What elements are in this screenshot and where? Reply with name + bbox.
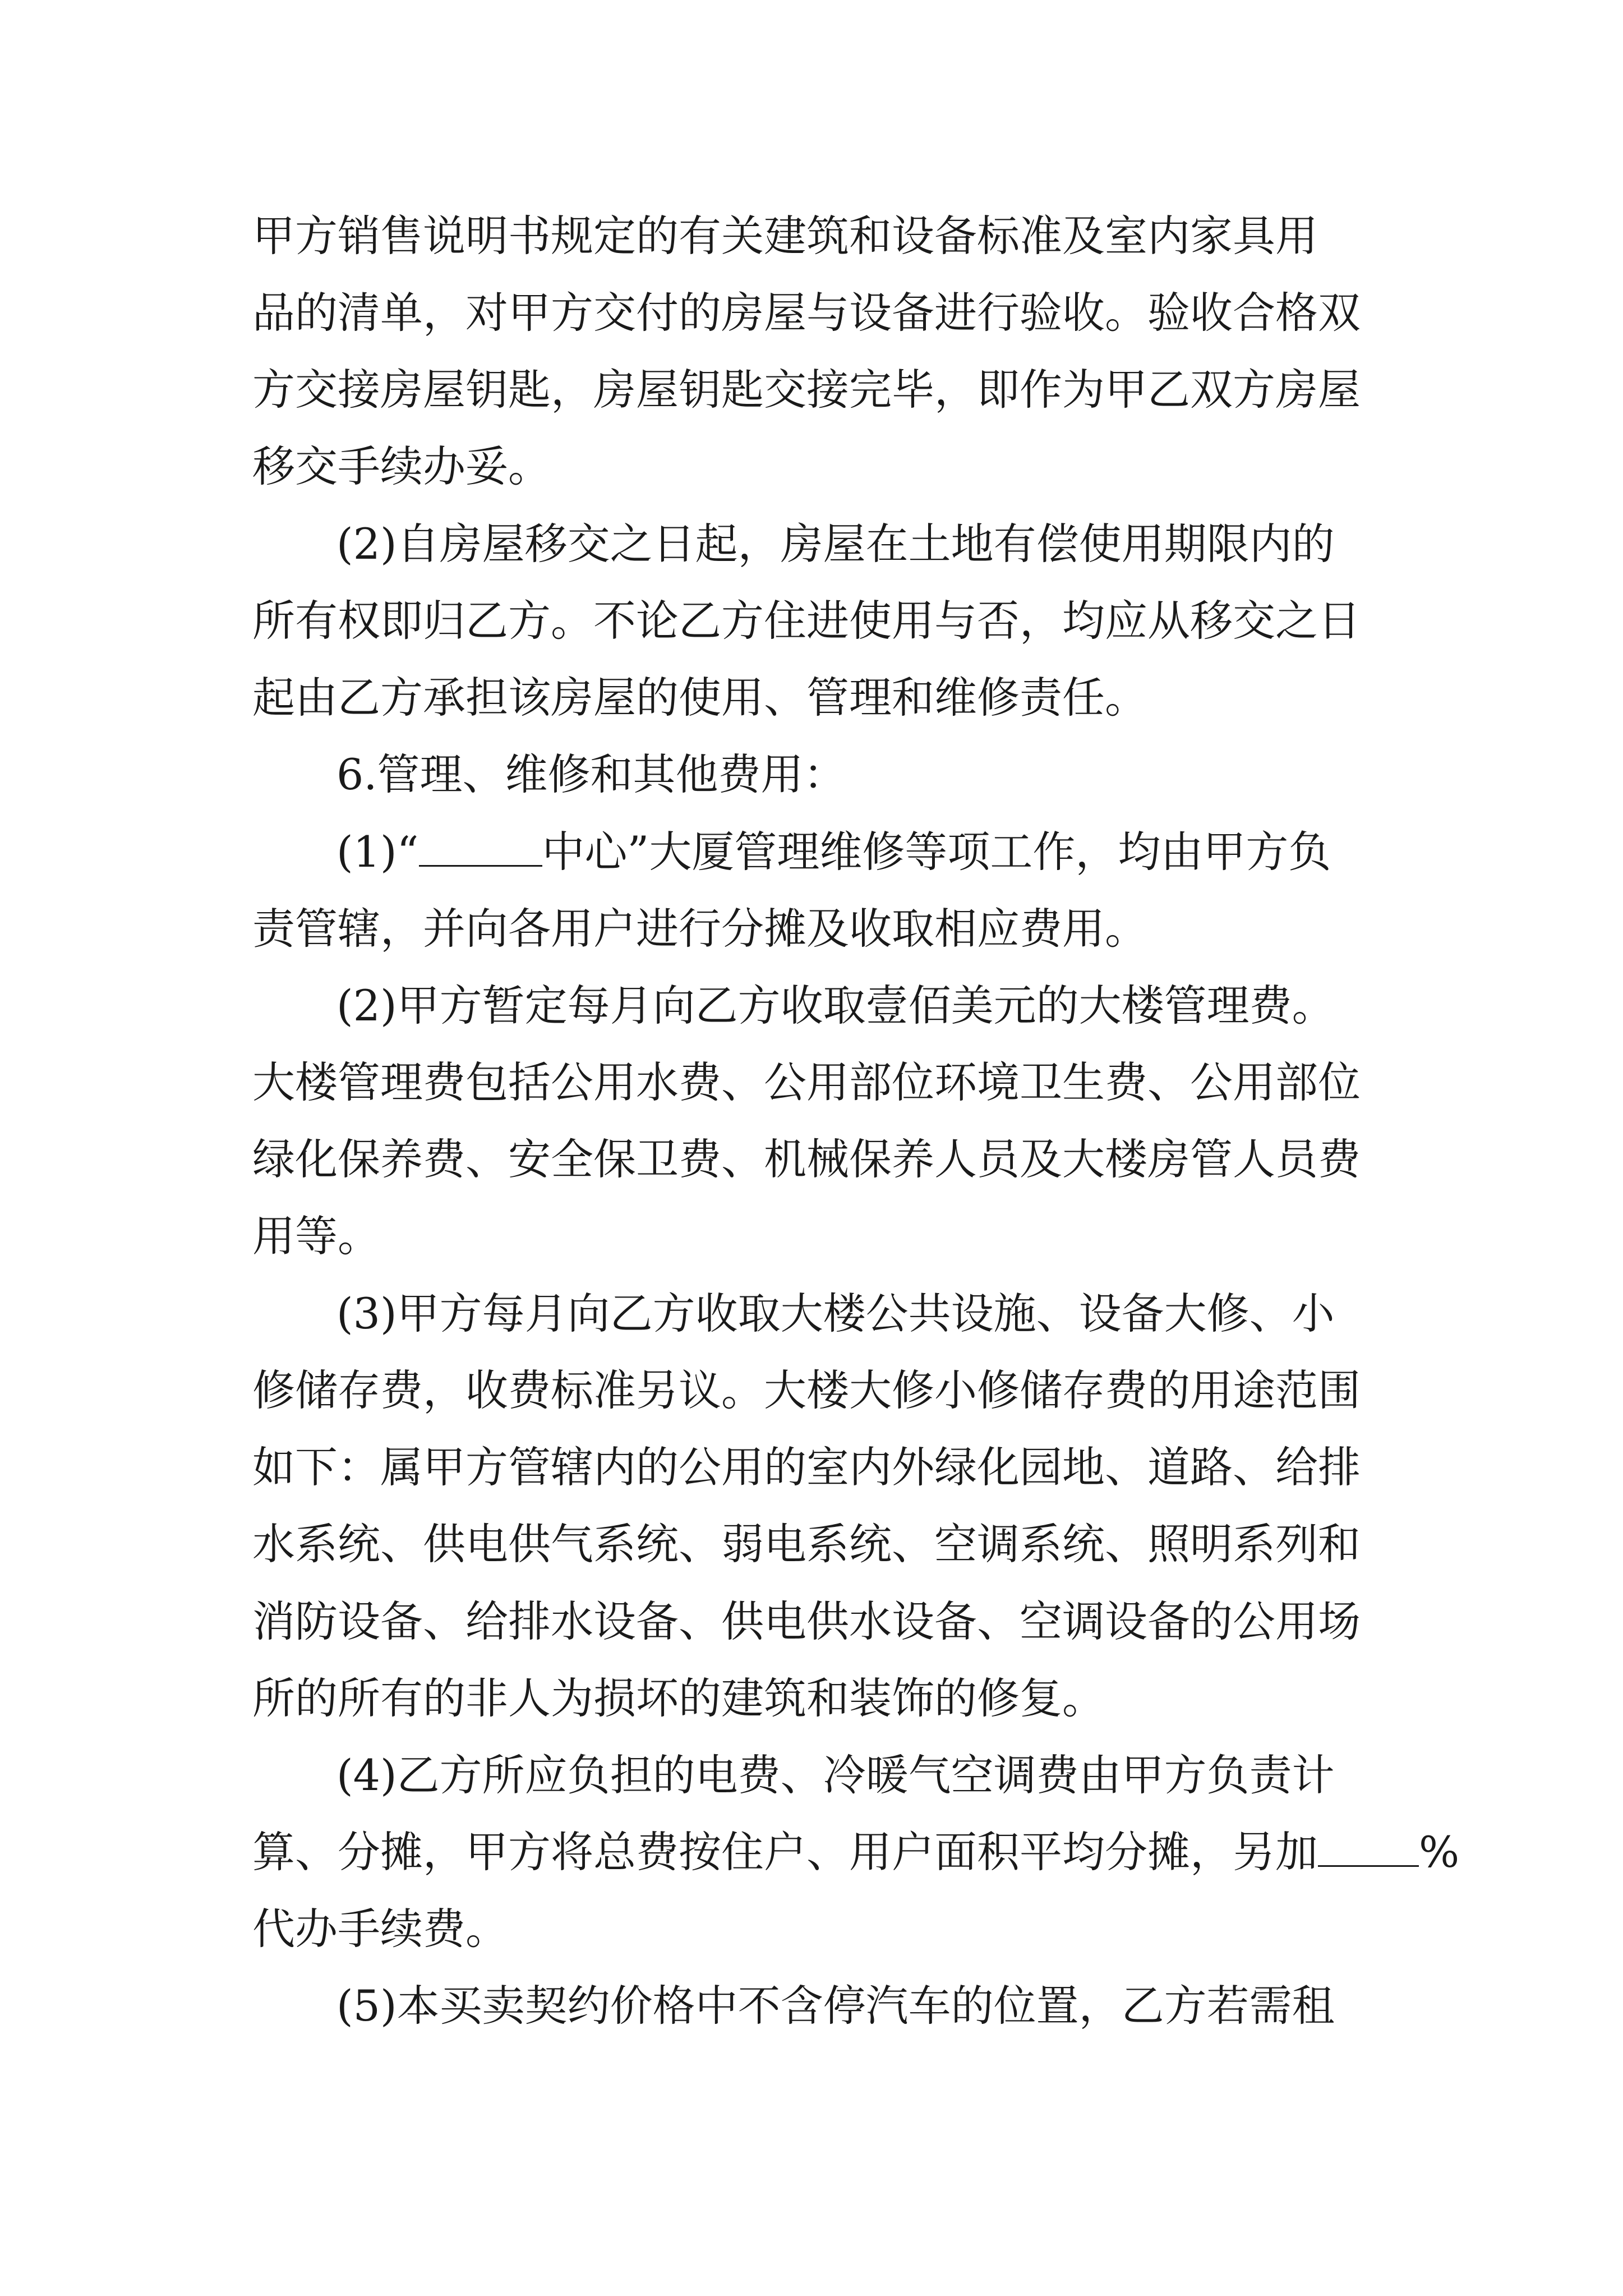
percent-sign: % [1419, 1827, 1460, 1877]
text-line [252, 1821, 1459, 1883]
text-line: 消防设备、给排水设备、供电供水设备、空调设备的公用场 [252, 1596, 1361, 1646]
text-line: 所有权即归乙方。不论乙方住进使用与否，均应从移交之日 [252, 596, 1361, 646]
text-line: (4)乙方所应负担的电费、冷暖气空调费由甲方负责计 [336, 1750, 1335, 1800]
text-line: (3)甲方每月向乙方收取大楼公共设施、设备大修、小 [336, 1289, 1335, 1338]
text-line: 责管辖，并向各用户进行分摊及收取相应费用。 [252, 904, 1147, 954]
text-line: 如下：属甲方管辖内的公用的室内外绿化园地、道路、给排 [252, 1442, 1361, 1492]
text-segment: 算、分摊，甲方将总费按住户、用户面积平均分摊，另加 [252, 1827, 1318, 1877]
text-line: 甲方销售说明书规定的有关建筑和设备标准及室内家具用 [252, 211, 1318, 261]
text-line: 所的所有的非人为损坏的建筑和装饰的修复。 [252, 1673, 1105, 1723]
text-line: 绿化保养费、安全保卫费、机械保养人员及大楼房管人员费 [252, 1134, 1361, 1184]
fill-in-blank [419, 826, 542, 867]
text-line: 水系统、供电供气系统、弱电系统、空调系统、照明系列和 [252, 1519, 1361, 1569]
text-line: 修储存费，收费标准另议。大楼大修小修储存费的用途范围 [252, 1365, 1361, 1415]
text-segment: (1)“ [336, 827, 419, 877]
text-line: 用等。 [252, 1211, 380, 1261]
text-segment: 中心”大厦管理维修等项工作，均由甲方负 [542, 827, 1331, 877]
text-line: 代办手续费。 [252, 1904, 508, 1954]
text-line: 起由乙方承担该房屋的使用、管理和维修责任。 [252, 673, 1147, 723]
fill-in-blank [1318, 1826, 1419, 1867]
text-line: (5)本买卖契约价格中不含停汽车的位置，乙方若需租 [336, 1981, 1335, 2031]
text-line: (2)自房屋移交之日起，房屋在土地有偿使用期限内的 [336, 519, 1335, 569]
text-line: 大楼管理费包括公用水费、公用部位环境卫生费、公用部位 [252, 1057, 1361, 1107]
text-line: 品的清单，对甲方交付的房屋与设备进行验收。验收合格双 [252, 288, 1361, 338]
section-heading: 6.管理、维修和其他费用： [336, 749, 846, 799]
text-line: (2)甲方暂定每月向乙方收取壹佰美元的大楼管理费。 [336, 981, 1335, 1030]
text-line: 方交接房屋钥匙，房屋钥匙交接完毕，即作为甲乙双方房屋 [252, 365, 1361, 415]
text-line: 移交手续办妥。 [252, 441, 551, 491]
text-line [336, 821, 1331, 883]
